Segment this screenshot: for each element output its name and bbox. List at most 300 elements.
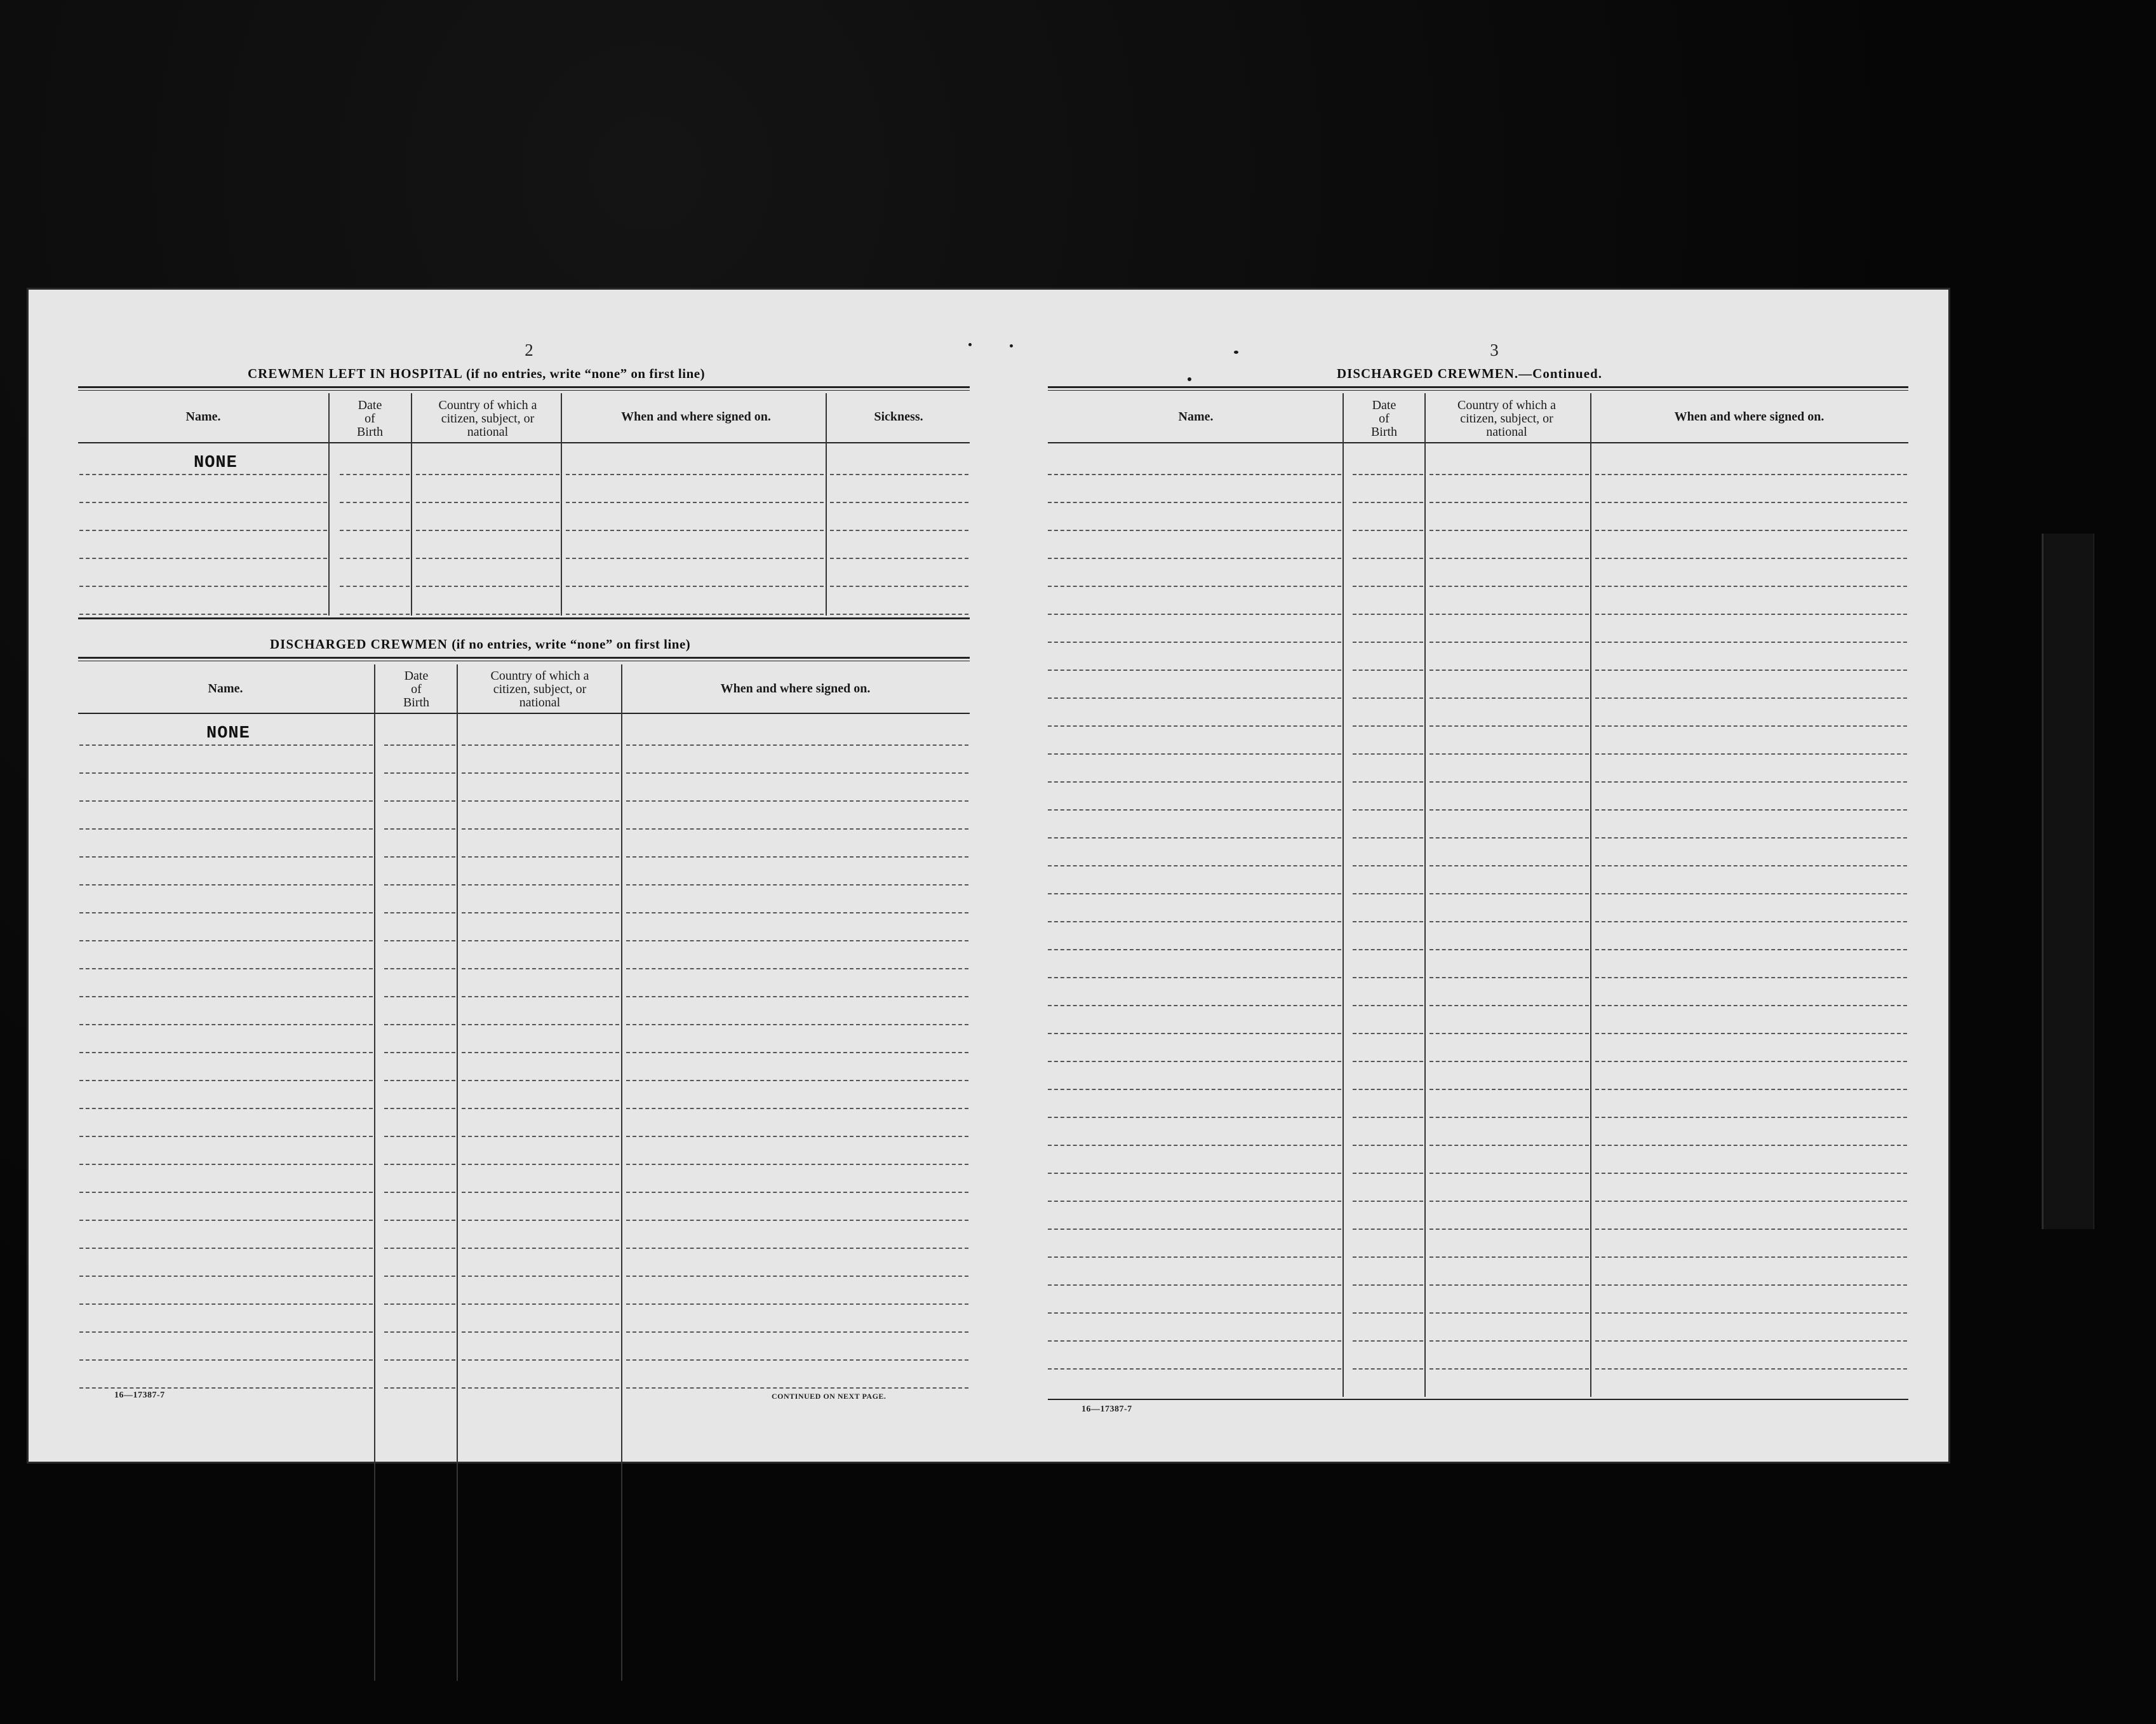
discharged-header-rule bbox=[78, 713, 970, 714]
ruled-line bbox=[79, 772, 373, 774]
ruled-line bbox=[79, 1303, 373, 1305]
ruled-line bbox=[1048, 725, 1341, 727]
ruled-line bbox=[384, 1108, 455, 1109]
ruled-line bbox=[1595, 1284, 1907, 1286]
ruled-line bbox=[1595, 1229, 1907, 1230]
ruled-line bbox=[1048, 865, 1341, 866]
discharged-col-signed: When and where signed on. bbox=[720, 682, 871, 696]
ruled-line bbox=[384, 828, 455, 830]
ruled-line bbox=[462, 1136, 619, 1137]
ruled-line bbox=[1430, 697, 1589, 699]
speck bbox=[1234, 351, 1238, 354]
ruled-line bbox=[1430, 586, 1589, 587]
discharged-top-rule bbox=[78, 657, 970, 659]
ruled-line bbox=[1353, 1145, 1423, 1146]
ruled-line bbox=[462, 1220, 619, 1221]
ruled-line bbox=[830, 474, 968, 475]
hospital-top-rule bbox=[78, 386, 970, 388]
ruled-line bbox=[1430, 977, 1589, 978]
right-col-dob: Date of Birth bbox=[1370, 398, 1398, 439]
discharged-entry-none: NONE bbox=[206, 724, 250, 743]
ruled-line bbox=[626, 1136, 968, 1137]
ruled-line bbox=[79, 1192, 373, 1193]
right-col-name: Name. bbox=[1178, 410, 1214, 424]
right-top-rule-2 bbox=[1048, 390, 1908, 391]
ruled-line bbox=[384, 1164, 455, 1165]
ruled-line bbox=[462, 772, 619, 774]
ruled-line bbox=[384, 772, 455, 774]
document-sheet bbox=[29, 290, 1948, 1462]
ruled-line bbox=[1048, 530, 1341, 531]
ruled-line bbox=[1353, 781, 1423, 783]
discharged-divider-2 bbox=[457, 664, 458, 1681]
ruled-line bbox=[79, 828, 373, 830]
ruled-line bbox=[1595, 1145, 1907, 1146]
ruled-line bbox=[384, 800, 455, 802]
ruled-line bbox=[1353, 753, 1423, 755]
ruled-line bbox=[79, 1359, 373, 1361]
ruled-line bbox=[1430, 642, 1589, 643]
ruled-line bbox=[1595, 837, 1907, 838]
ruled-line bbox=[462, 856, 619, 858]
ruled-line bbox=[1048, 1145, 1341, 1146]
ruled-line bbox=[626, 912, 968, 913]
ruled-line bbox=[384, 884, 455, 886]
speck bbox=[1010, 344, 1013, 347]
hospital-col-sickness: Sickness. bbox=[874, 410, 923, 424]
ruled-line bbox=[1430, 893, 1589, 894]
discharged-section-title bbox=[270, 636, 690, 652]
ruled-line bbox=[462, 1331, 619, 1333]
ruled-line bbox=[1353, 1229, 1423, 1230]
ruled-line bbox=[1048, 614, 1341, 615]
ruled-line bbox=[79, 912, 373, 913]
ruled-line bbox=[1430, 1005, 1589, 1006]
ruled-line bbox=[1353, 530, 1423, 531]
ruled-line bbox=[1595, 697, 1907, 699]
ruled-line bbox=[1430, 1089, 1589, 1090]
discharged-col-country: Country of which a citizen, subject, or national bbox=[490, 669, 589, 710]
ruled-line bbox=[340, 530, 410, 531]
ruled-line bbox=[1353, 809, 1423, 811]
right-col-signed: When and where signed on. bbox=[1674, 410, 1825, 424]
ruled-line bbox=[1595, 1201, 1907, 1202]
ruled-line bbox=[79, 1136, 373, 1137]
ruled-line bbox=[384, 1192, 455, 1193]
discharged-divider-3 bbox=[621, 664, 622, 1681]
ruled-line bbox=[462, 884, 619, 886]
ruled-line bbox=[626, 1052, 968, 1053]
ruled-line bbox=[384, 1080, 455, 1081]
ruled-line bbox=[1430, 474, 1589, 475]
ruled-line bbox=[384, 940, 455, 941]
ruled-line bbox=[566, 474, 824, 475]
hospital-col-signed: When and where signed on. bbox=[621, 410, 771, 424]
hospital-top-rule-2 bbox=[78, 390, 970, 391]
ruled-line bbox=[1353, 670, 1423, 671]
right-divider-2 bbox=[1424, 393, 1426, 1397]
ruled-line bbox=[1353, 977, 1423, 978]
ruled-line bbox=[340, 614, 410, 615]
ruled-line bbox=[1048, 502, 1341, 503]
ruled-line bbox=[1595, 670, 1907, 671]
discharged-title-text: DISCHARGED CREWMEN bbox=[270, 636, 448, 652]
ruled-line bbox=[1430, 1033, 1589, 1034]
speck bbox=[968, 343, 972, 346]
ruled-line bbox=[1353, 865, 1423, 866]
ruled-line bbox=[79, 744, 373, 746]
ruled-line bbox=[416, 586, 559, 587]
ruled-line bbox=[1048, 558, 1341, 559]
ruled-line bbox=[1048, 1089, 1341, 1090]
ruled-line bbox=[1595, 1173, 1907, 1174]
ruled-line bbox=[462, 744, 619, 746]
ruled-line bbox=[830, 558, 968, 559]
ruled-line bbox=[1353, 1368, 1423, 1370]
ruled-line bbox=[462, 1024, 619, 1025]
ruled-line bbox=[1048, 586, 1341, 587]
ruled-line bbox=[79, 614, 327, 615]
ruled-line bbox=[462, 1052, 619, 1053]
ruled-line bbox=[1353, 586, 1423, 587]
ruled-line bbox=[79, 1387, 373, 1389]
ruled-line bbox=[1595, 865, 1907, 866]
ruled-line bbox=[462, 1387, 619, 1389]
ruled-line bbox=[1595, 1089, 1907, 1090]
ruled-line bbox=[384, 996, 455, 997]
ruled-line bbox=[1595, 949, 1907, 950]
ruled-line bbox=[1430, 1340, 1589, 1342]
ruled-line bbox=[462, 1276, 619, 1277]
right-col-country: Country of which a citizen, subject, or national bbox=[1457, 398, 1556, 439]
ruled-line bbox=[1048, 893, 1341, 894]
ruled-line bbox=[79, 968, 373, 969]
hospital-bottom-rule bbox=[78, 617, 970, 619]
ruled-line bbox=[79, 800, 373, 802]
ruled-line bbox=[566, 614, 824, 615]
ruled-line bbox=[1353, 921, 1423, 922]
ruled-line bbox=[1595, 893, 1907, 894]
ruled-line bbox=[1595, 558, 1907, 559]
ruled-line bbox=[566, 586, 824, 587]
ruled-line bbox=[79, 1108, 373, 1109]
ruled-line bbox=[1048, 1117, 1341, 1118]
ruled-line bbox=[830, 614, 968, 615]
ruled-line bbox=[79, 502, 327, 503]
ruled-line bbox=[626, 1108, 968, 1109]
ruled-line bbox=[1430, 1229, 1589, 1230]
ruled-line bbox=[1430, 753, 1589, 755]
ruled-line bbox=[79, 884, 373, 886]
ruled-line bbox=[626, 1164, 968, 1165]
ruled-line bbox=[1353, 1005, 1423, 1006]
ruled-line bbox=[1430, 809, 1589, 811]
ruled-line bbox=[462, 1248, 619, 1249]
ruled-line bbox=[384, 744, 455, 746]
ruled-line bbox=[462, 800, 619, 802]
ruled-line bbox=[1353, 1284, 1423, 1286]
ruled-line bbox=[626, 884, 968, 886]
ruled-line bbox=[462, 1192, 619, 1193]
ruled-line bbox=[626, 1080, 968, 1081]
ruled-line bbox=[416, 502, 559, 503]
ruled-line bbox=[626, 1248, 968, 1249]
ruled-line bbox=[1595, 1117, 1907, 1118]
ruled-line bbox=[1595, 1033, 1907, 1034]
hospital-entry-none: NONE bbox=[194, 454, 238, 473]
ruled-line bbox=[1595, 1061, 1907, 1062]
ruled-line bbox=[1048, 474, 1341, 475]
ruled-line bbox=[1353, 1061, 1423, 1062]
ruled-line bbox=[416, 474, 559, 475]
ruled-line bbox=[416, 614, 559, 615]
ruled-line bbox=[1353, 725, 1423, 727]
ruled-line bbox=[462, 1164, 619, 1165]
ruled-line bbox=[1430, 558, 1589, 559]
ruled-line bbox=[1595, 1368, 1907, 1370]
ruled-line bbox=[626, 772, 968, 774]
ruled-line bbox=[1353, 893, 1423, 894]
ruled-line bbox=[462, 1080, 619, 1081]
ruled-line bbox=[1048, 1284, 1341, 1286]
hospital-title-text: CREWMEN LEFT IN HOSPITAL bbox=[248, 366, 462, 381]
right-top-rule bbox=[1048, 386, 1908, 388]
ruled-line bbox=[1430, 1312, 1589, 1314]
hospital-col-country: Country of which a citizen, subject, or national bbox=[438, 398, 537, 439]
ruled-line bbox=[1048, 977, 1341, 978]
ruled-line bbox=[1048, 809, 1341, 811]
ruled-line bbox=[626, 1276, 968, 1277]
ruled-line bbox=[462, 1108, 619, 1109]
hospital-header-rule bbox=[78, 442, 970, 443]
hospital-divider-1 bbox=[328, 393, 330, 616]
ruled-line bbox=[79, 1052, 373, 1053]
ruled-line bbox=[1048, 1256, 1341, 1258]
ruled-line bbox=[384, 1052, 455, 1053]
ruled-line bbox=[79, 474, 327, 475]
ruled-line bbox=[1048, 837, 1341, 838]
page-number-right: 3 bbox=[1490, 340, 1499, 360]
ruled-line bbox=[1595, 753, 1907, 755]
ruled-line bbox=[626, 996, 968, 997]
ruled-line bbox=[79, 1248, 373, 1249]
ruled-line bbox=[1353, 1340, 1423, 1342]
ruled-line bbox=[416, 530, 559, 531]
ruled-line bbox=[1430, 865, 1589, 866]
ruled-line bbox=[1048, 697, 1341, 699]
ruled-line bbox=[384, 1276, 455, 1277]
hospital-instruction: (if no entries, write “none” on first line) bbox=[465, 366, 706, 381]
ruled-line bbox=[626, 800, 968, 802]
ruled-line bbox=[1353, 837, 1423, 838]
ruled-line bbox=[1595, 1256, 1907, 1258]
discharged-col-name: Name. bbox=[208, 682, 243, 696]
ruled-line bbox=[1430, 502, 1589, 503]
ruled-line bbox=[462, 1359, 619, 1361]
ruled-line bbox=[830, 586, 968, 587]
ruled-line bbox=[626, 1387, 968, 1389]
ruled-line bbox=[1430, 1173, 1589, 1174]
ruled-line bbox=[1430, 781, 1589, 783]
ruled-line bbox=[1430, 1117, 1589, 1118]
ruled-line bbox=[1353, 1201, 1423, 1202]
ruled-line bbox=[1595, 1005, 1907, 1006]
right-bottom-rule bbox=[1048, 1399, 1908, 1400]
left-form-number: 16—17387-7 bbox=[114, 1391, 165, 1400]
ruled-line bbox=[1048, 1201, 1341, 1202]
ruled-line bbox=[1430, 949, 1589, 950]
ruled-line bbox=[626, 1220, 968, 1221]
ruled-line bbox=[1048, 921, 1341, 922]
ruled-line bbox=[1048, 1173, 1341, 1174]
ruled-line bbox=[1353, 614, 1423, 615]
ruled-line bbox=[1430, 1256, 1589, 1258]
ruled-line bbox=[1430, 1145, 1589, 1146]
ruled-line bbox=[1353, 697, 1423, 699]
ruled-line bbox=[1048, 1229, 1341, 1230]
ruled-line bbox=[1430, 670, 1589, 671]
ruled-line bbox=[1353, 949, 1423, 950]
ruled-line bbox=[566, 558, 824, 559]
ruled-line bbox=[1430, 921, 1589, 922]
ruled-line bbox=[384, 968, 455, 969]
ruled-line bbox=[384, 1024, 455, 1025]
ruled-line bbox=[384, 1136, 455, 1137]
ruled-line bbox=[566, 502, 824, 503]
ruled-line bbox=[1353, 642, 1423, 643]
ruled-line bbox=[1353, 1089, 1423, 1090]
discharged-divider-1 bbox=[374, 664, 375, 1681]
ruled-line bbox=[1595, 474, 1907, 475]
ruled-line bbox=[1595, 725, 1907, 727]
hospital-section-title bbox=[248, 366, 705, 382]
ruled-line bbox=[1048, 1061, 1341, 1062]
ruled-line bbox=[1430, 837, 1589, 838]
ruled-line bbox=[1048, 753, 1341, 755]
ruled-line bbox=[79, 530, 327, 531]
ruled-line bbox=[79, 1331, 373, 1333]
ruled-line bbox=[1430, 1201, 1589, 1202]
ruled-line bbox=[1353, 558, 1423, 559]
discharged-col-dob: Date of Birth bbox=[403, 669, 430, 710]
ruled-line bbox=[340, 502, 410, 503]
hospital-col-dob: Date of Birth bbox=[356, 398, 384, 439]
ruled-line bbox=[1048, 781, 1341, 783]
ruled-line bbox=[1595, 977, 1907, 978]
ruled-line bbox=[1595, 586, 1907, 587]
ruled-line bbox=[384, 912, 455, 913]
ruled-line bbox=[340, 586, 410, 587]
ruled-line bbox=[79, 1024, 373, 1025]
ruled-line bbox=[1430, 1368, 1589, 1370]
ruled-line bbox=[79, 1220, 373, 1221]
ruled-line bbox=[79, 558, 327, 559]
ruled-line bbox=[384, 1220, 455, 1221]
ruled-line bbox=[1353, 1256, 1423, 1258]
ruled-line bbox=[384, 1359, 455, 1361]
ruled-line bbox=[626, 828, 968, 830]
page-number-left: 2 bbox=[525, 340, 533, 360]
ruled-line bbox=[384, 1303, 455, 1305]
ruled-line bbox=[1430, 1061, 1589, 1062]
ruled-line bbox=[626, 968, 968, 969]
right-section-title: DISCHARGED CREWMEN.—Continued. bbox=[1337, 366, 1602, 381]
ruled-line bbox=[340, 474, 410, 475]
ruled-line bbox=[1048, 642, 1341, 643]
ruled-line bbox=[1430, 1284, 1589, 1286]
ruled-line bbox=[384, 1387, 455, 1389]
right-form-number: 16—17387-7 bbox=[1081, 1404, 1132, 1414]
ruled-line bbox=[1430, 530, 1589, 531]
ruled-line bbox=[79, 586, 327, 587]
ruled-line bbox=[1048, 1368, 1341, 1370]
ruled-line bbox=[626, 744, 968, 746]
ruled-line bbox=[1595, 1340, 1907, 1342]
ruled-line bbox=[1353, 474, 1423, 475]
ruled-line bbox=[1048, 1340, 1341, 1342]
hospital-col-name: Name. bbox=[185, 410, 221, 424]
ruled-line bbox=[1353, 1033, 1423, 1034]
right-divider-3 bbox=[1590, 393, 1591, 1397]
ruled-line bbox=[340, 558, 410, 559]
ruled-line bbox=[626, 1359, 968, 1361]
ruled-line bbox=[1595, 502, 1907, 503]
ruled-line bbox=[1048, 1312, 1341, 1314]
ruled-line bbox=[79, 1164, 373, 1165]
ruled-line bbox=[1353, 1117, 1423, 1118]
hospital-divider-4 bbox=[826, 393, 827, 616]
ruled-line bbox=[462, 828, 619, 830]
ruled-line bbox=[462, 968, 619, 969]
ruled-line bbox=[1048, 670, 1341, 671]
ruled-line bbox=[626, 940, 968, 941]
ruled-line bbox=[626, 1192, 968, 1193]
ruled-line bbox=[1353, 502, 1423, 503]
right-header-rule bbox=[1048, 442, 1908, 443]
ruled-line bbox=[79, 1276, 373, 1277]
ruled-line bbox=[626, 1303, 968, 1305]
hospital-divider-3 bbox=[561, 393, 562, 616]
ruled-line bbox=[384, 856, 455, 858]
continued-note: CONTINUED ON NEXT PAGE. bbox=[772, 1392, 887, 1401]
ruled-line bbox=[626, 1024, 968, 1025]
ruled-line bbox=[1048, 1005, 1341, 1006]
ruled-line bbox=[1048, 1033, 1341, 1034]
ruled-line bbox=[1595, 781, 1907, 783]
ruled-line bbox=[462, 912, 619, 913]
ruled-line bbox=[626, 1331, 968, 1333]
ruled-line bbox=[566, 530, 824, 531]
ruled-line bbox=[79, 856, 373, 858]
ruled-line bbox=[1595, 921, 1907, 922]
ruled-line bbox=[1595, 809, 1907, 811]
speck bbox=[1188, 377, 1191, 381]
ruled-line bbox=[1430, 725, 1589, 727]
ruled-line bbox=[384, 1248, 455, 1249]
ruled-line bbox=[1595, 642, 1907, 643]
ruled-line bbox=[1048, 949, 1341, 950]
ruled-line bbox=[830, 502, 968, 503]
ruled-line bbox=[1595, 1312, 1907, 1314]
ruled-line bbox=[830, 530, 968, 531]
right-divider-1 bbox=[1342, 393, 1344, 1397]
ruled-line bbox=[626, 856, 968, 858]
ruled-line bbox=[416, 558, 559, 559]
ruled-line bbox=[462, 996, 619, 997]
hospital-divider-2 bbox=[411, 393, 412, 616]
ruled-line bbox=[79, 1080, 373, 1081]
ruled-line bbox=[462, 1303, 619, 1305]
